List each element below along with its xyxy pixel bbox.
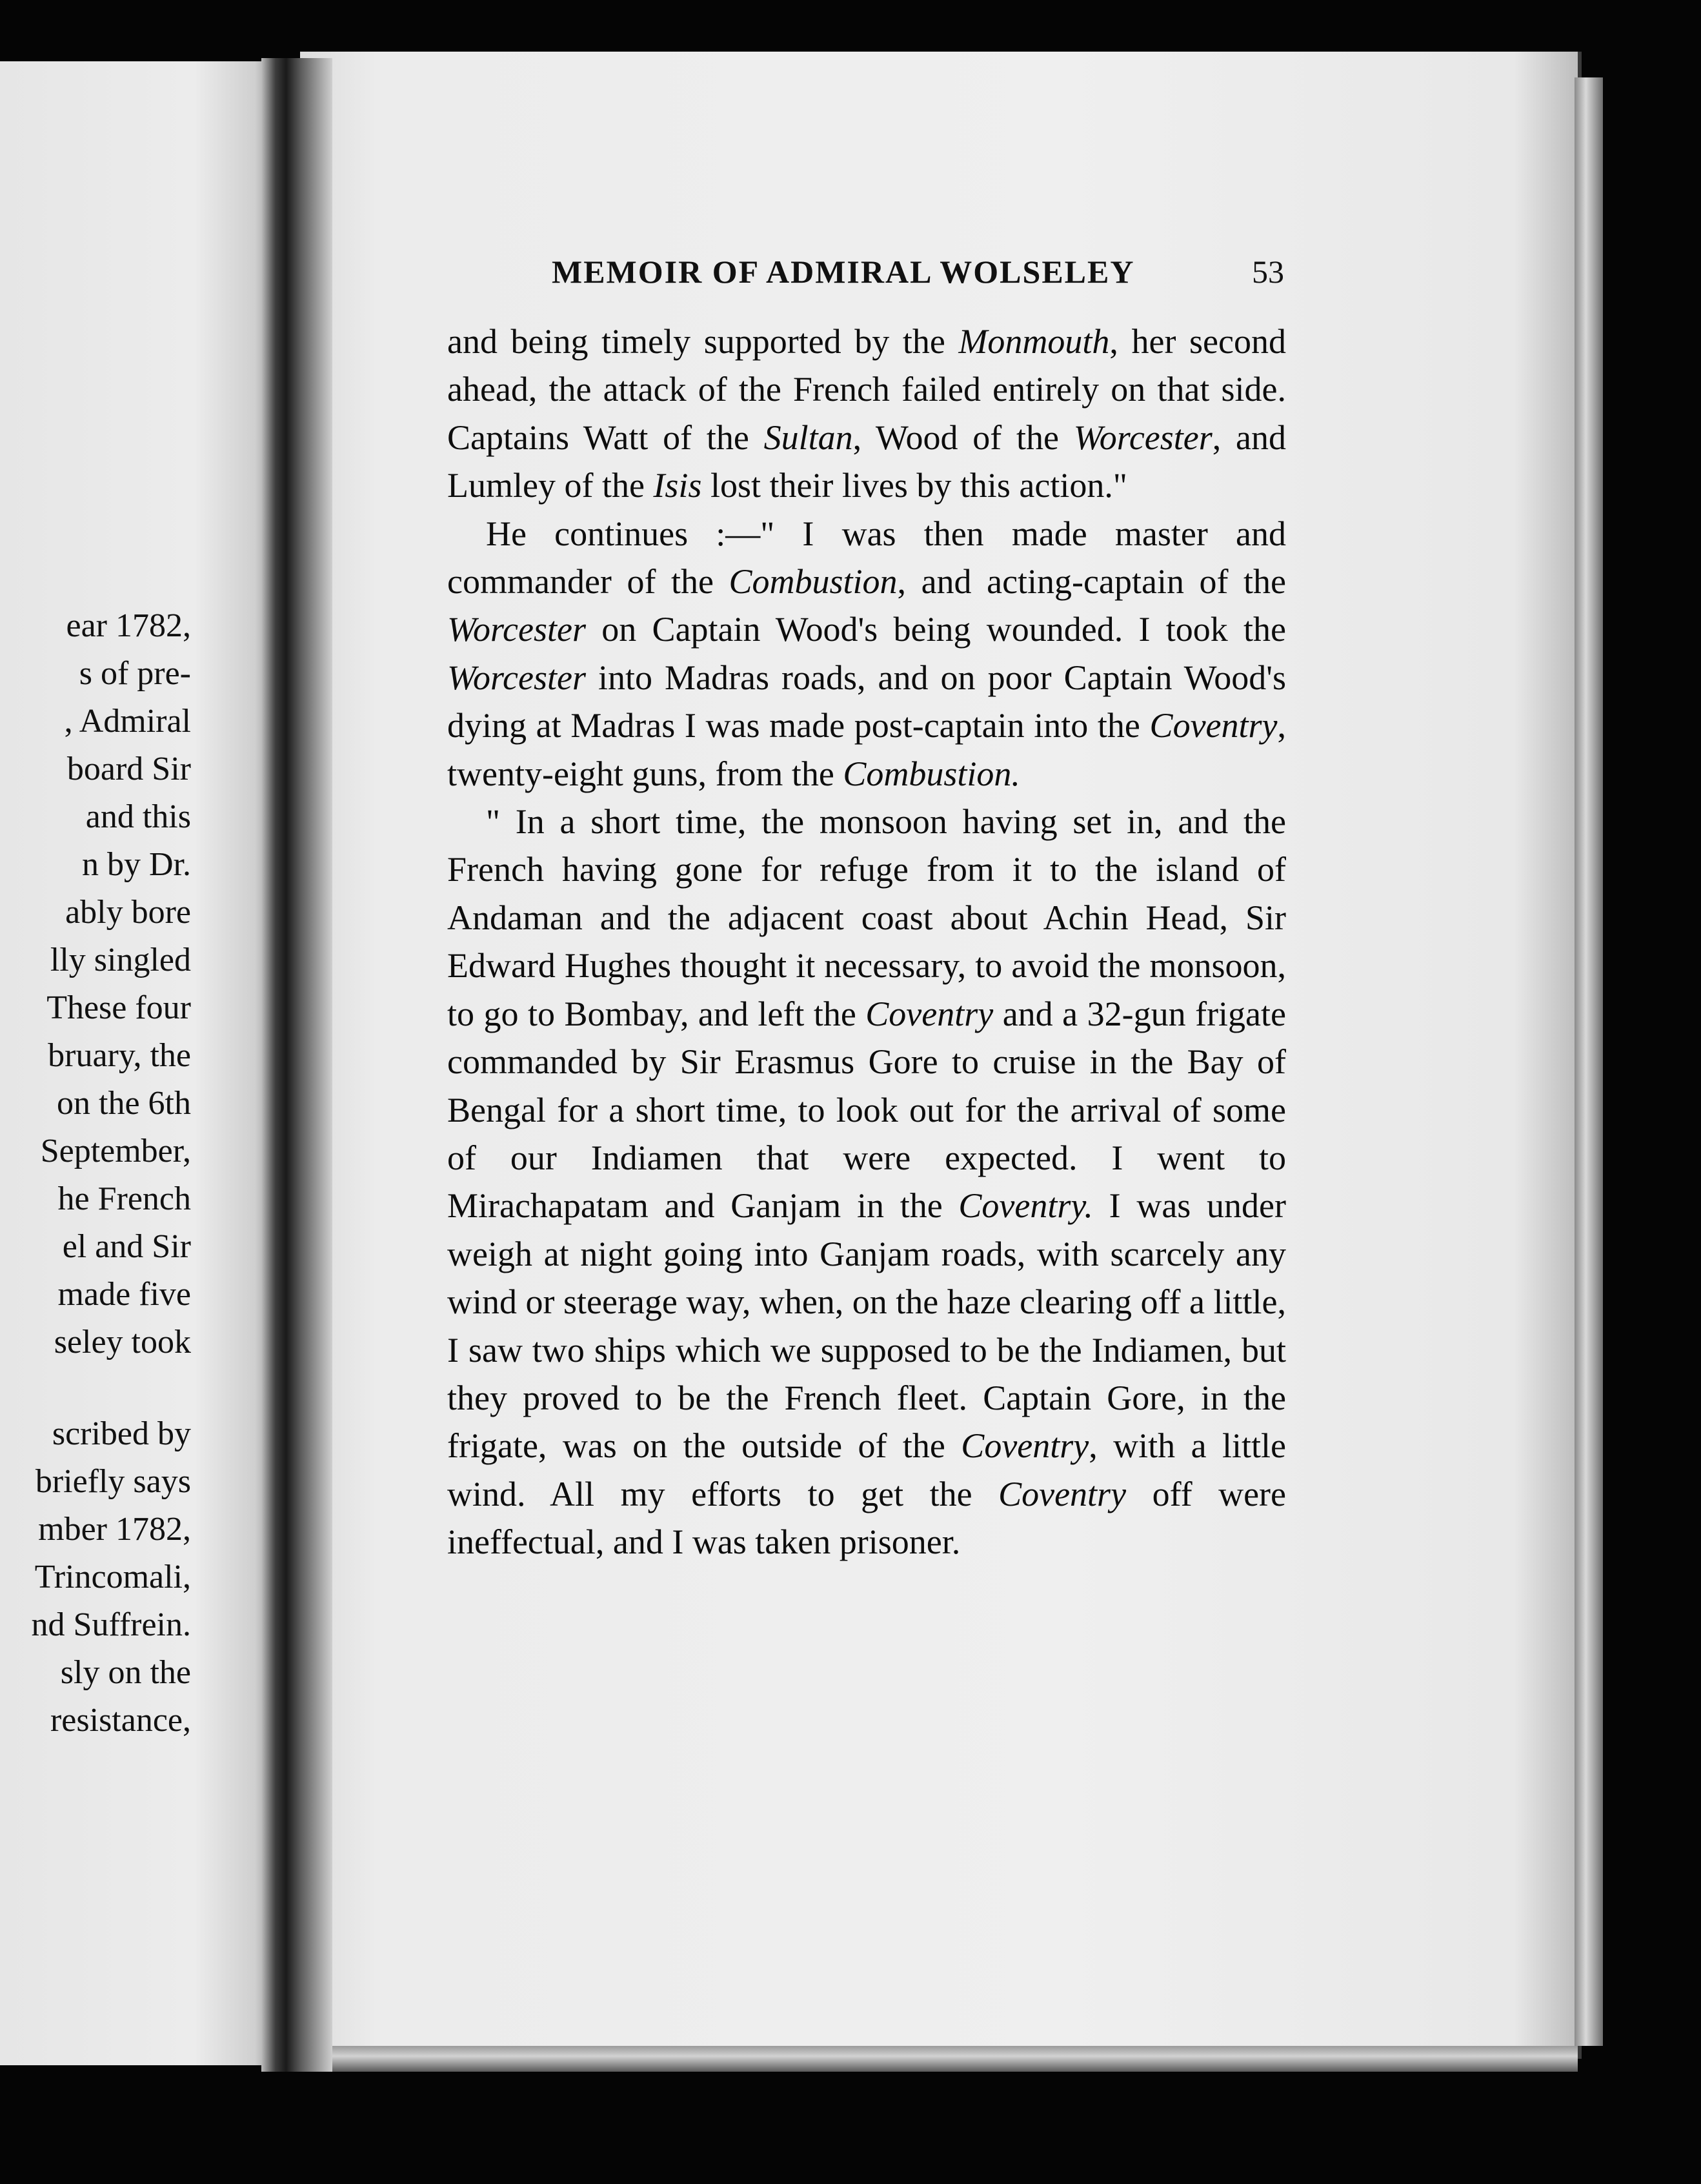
- previous-page-line: s of pre-: [79, 655, 191, 692]
- previous-page-line: These four: [46, 989, 191, 1026]
- text-run: , twenty-eight guns, from the: [447, 706, 1286, 793]
- text-run: , with a little wind. All my efforts to get the: [447, 1426, 1286, 1513]
- ship-name: Isis: [653, 466, 702, 505]
- page-number: 53: [1252, 254, 1284, 290]
- text-run: , her second ahead, the attack of the French failed entirely on that side. Captains Watt of the: [447, 322, 1286, 457]
- ship-name: Worcester: [447, 610, 586, 649]
- ship-name: Combustion.: [843, 754, 1020, 793]
- previous-page-line: and this: [85, 798, 191, 835]
- previous-page-line: ably bore: [65, 894, 191, 931]
- previous-page-line: n by Dr.: [82, 846, 191, 883]
- previous-page-line: mber 1782,: [38, 1511, 191, 1548]
- previous-page-line: el and Sir: [62, 1228, 191, 1265]
- text-run: and being timely supported by the: [447, 322, 959, 361]
- page-body: [447, 318, 1286, 1566]
- ship-name: Worcester: [447, 658, 586, 697]
- text-run: and a 32-gun frigate commanded by Sir Erasmus Gore to cruise in the Bay of Bengal for a short time, to look out for the arrival of some of our Indiamen that were expected. I went to Mirachapatam and Ganjam in the: [447, 994, 1286, 1226]
- text-run: , and Lumley of the: [447, 418, 1286, 505]
- previous-page-line: sly on the: [60, 1654, 191, 1691]
- previous-page-line: lly singled: [50, 942, 191, 978]
- ship-name: Coventry: [961, 1426, 1089, 1466]
- ship-name: Worcester: [1073, 418, 1213, 457]
- page-bottom-edge: [300, 2046, 1578, 2072]
- text-run: " In a short time, the monsoon having set in, and the French having gone for refuge from it to the island of Andaman and the adjacent coast about Achin Head, Sir Edward Hughes thought it necessary, to avoid the monsoon, to go to Bombay, and left the: [447, 802, 1286, 1033]
- paragraph: [447, 798, 1286, 1566]
- ship-name: Coventry: [865, 994, 994, 1033]
- previous-page-line: nd Suffrein.: [31, 1606, 191, 1643]
- previous-page-line: bruary, the: [48, 1037, 191, 1074]
- previous-page-line: Trincomali,: [34, 1559, 191, 1595]
- running-header: [445, 245, 1284, 310]
- book-gutter: [261, 58, 332, 2072]
- paragraph: [447, 510, 1286, 798]
- text-run: , Wood of the: [852, 418, 1074, 457]
- previous-page-line: September,: [40, 1133, 191, 1169]
- paragraph: [447, 318, 1286, 510]
- previous-page-line: made five: [57, 1276, 191, 1313]
- previous-page-line: briefly says: [35, 1463, 191, 1500]
- text-run: I was under weigh at night going into Ganjam roads, with scarcely any wind or steerage way, when, on the haze clearing off a little, I saw two ships which we supposed to be the Indiamen, but they proved to be the French fleet. Captain Gore, in the frigate, was on the outside of the: [447, 1186, 1286, 1466]
- ship-name: Monmouth: [958, 322, 1110, 361]
- text-run: on Captain Wood's being wounded. I took the: [585, 610, 1286, 649]
- previous-page-line: board Sir: [66, 751, 191, 787]
- previous-page: [0, 61, 277, 2065]
- text-run: , and acting-captain of the: [897, 562, 1286, 602]
- ship-name: Coventry.: [958, 1186, 1093, 1226]
- previous-page-line: resistance,: [50, 1702, 191, 1739]
- text-run: into Madras roads, and on poor Captain Wood's dying at Madras I was made post-captain into the: [447, 658, 1286, 745]
- ship-name: Coventry: [1149, 706, 1278, 745]
- text-run: lost their lives by this action.": [701, 466, 1127, 505]
- page-edge: [1575, 77, 1603, 2046]
- previous-page-line: on the 6th: [57, 1085, 191, 1122]
- previous-page-line: ear 1782,: [66, 607, 191, 644]
- previous-page-line: he French: [57, 1180, 191, 1217]
- ship-name: Coventry: [998, 1474, 1127, 1513]
- text-run: He continues :—" I was then made master and commander of the: [447, 514, 1286, 602]
- previous-page-line: seley took: [54, 1324, 191, 1360]
- text-run: off were ineffectual, and I was taken prisoner.: [447, 1474, 1286, 1562]
- previous-page-line: scribed by: [52, 1415, 191, 1452]
- previous-page-line: , Admiral: [64, 703, 191, 740]
- ship-name: Combustion: [729, 562, 898, 602]
- ship-name: Sultan: [763, 418, 853, 457]
- running-title: MEMOIR OF ADMIRAL WOLSELEY: [552, 254, 1135, 290]
